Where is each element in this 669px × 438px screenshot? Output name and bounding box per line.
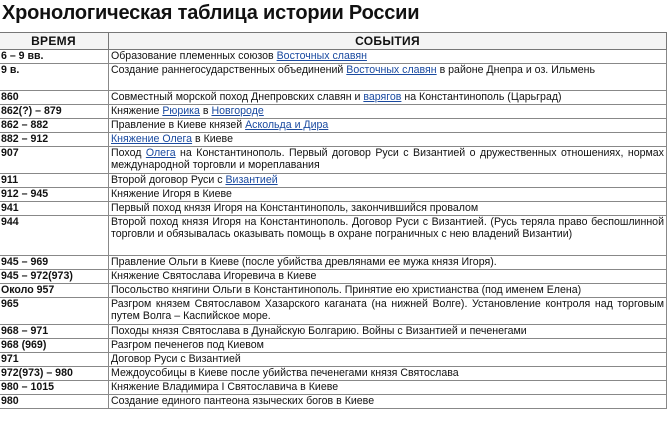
table-row xyxy=(0,147,667,174)
event-text: Правление Ольги в Киеве (после убийства древлянами ее мужа князя Игоря). xyxy=(111,256,497,268)
row-date: 945 – 972(973) xyxy=(0,270,109,284)
row-event xyxy=(109,339,667,353)
event-text: в xyxy=(199,105,212,117)
table-row xyxy=(0,133,667,147)
event-link[interactable]: варягов xyxy=(363,91,402,103)
event-text: Разгром князем Святославом Хазарского каганата (на нижней Волге). Установление контроля над торговым путем Волга – Каспийское море. xyxy=(111,298,664,322)
table-header-row xyxy=(0,33,667,50)
event-text: Образование племенных союзов xyxy=(111,50,277,62)
row-event xyxy=(109,105,667,119)
row-date: 912 – 945 xyxy=(0,188,109,202)
row-event xyxy=(109,284,667,298)
table-row xyxy=(0,105,667,119)
event-text: в районе Днепра и оз. Ильмень xyxy=(436,64,596,76)
row-date: 6 – 9 вв. xyxy=(0,50,109,64)
event-link[interactable]: Византией xyxy=(225,174,278,186)
row-date: 941 xyxy=(0,202,109,216)
event-link[interactable]: Аскольда и Дира xyxy=(245,119,329,131)
row-event xyxy=(109,353,667,367)
event-text: на Константинополь (Царьград) xyxy=(401,91,562,103)
table-row xyxy=(0,367,667,381)
table-row xyxy=(0,256,667,270)
table-row xyxy=(0,91,667,105)
row-event xyxy=(109,202,667,216)
row-event xyxy=(109,91,667,105)
column-header-events: СОБЫТИЯ xyxy=(109,33,667,50)
row-date: 968 – 971 xyxy=(0,325,109,339)
table-row xyxy=(0,64,667,91)
event-text: Создание раннегосударственных объединений xyxy=(111,64,347,76)
table-row xyxy=(0,325,667,339)
row-date: 862 – 882 xyxy=(0,119,109,133)
row-date: 944 xyxy=(0,216,109,256)
event-text: Правление в Киеве князей xyxy=(111,119,246,131)
event-text: Первый поход князя Игоря на Константинополь, закончившийся провалом xyxy=(111,202,479,214)
event-text: Поход xyxy=(111,147,146,159)
chronology-table xyxy=(0,32,667,409)
event-text: Походы князя Святослава в Дунайскую Болгарию. Войны с Византией и печенегами xyxy=(111,325,527,337)
row-event xyxy=(109,381,667,395)
table-row xyxy=(0,381,667,395)
event-text: Создание единого пантеона языческих богов в Киеве xyxy=(111,395,375,407)
event-text: на Константинополь. Первый договор Руси с Византией о дружественных отношениях, нормах международной торговли и мореплавания xyxy=(111,147,664,171)
row-event xyxy=(109,147,667,174)
row-date: 9 в. xyxy=(0,64,109,91)
table-row xyxy=(0,298,667,325)
table-row xyxy=(0,202,667,216)
row-event xyxy=(109,325,667,339)
row-date: 971 xyxy=(0,353,109,367)
row-date: 980 – 1015 xyxy=(0,381,109,395)
table-row xyxy=(0,188,667,202)
table-row xyxy=(0,353,667,367)
row-event xyxy=(109,133,667,147)
event-text: Совместный морской поход Днепровских славян и xyxy=(111,91,364,103)
column-header-time: ВРЕМЯ xyxy=(0,33,109,50)
event-text: Княжение Святослава Игоревича в Киеве xyxy=(111,270,317,282)
event-text: Междоусобицы в Киеве после убийства печенегами князя Святослава xyxy=(111,367,459,379)
row-date: 972(973) – 980 xyxy=(0,367,109,381)
table-row xyxy=(0,119,667,133)
table-row xyxy=(0,395,667,409)
table-row xyxy=(0,339,667,353)
row-date: 882 – 912 xyxy=(0,133,109,147)
table-row xyxy=(0,174,667,188)
table-row xyxy=(0,284,667,298)
event-text: Договор Руси с Византией xyxy=(111,353,241,365)
row-date: 907 xyxy=(0,147,109,174)
row-date: 945 – 969 xyxy=(0,256,109,270)
row-date: 965 xyxy=(0,298,109,325)
event-link[interactable]: Новгороде xyxy=(211,105,264,117)
row-date: 860 xyxy=(0,91,109,105)
row-event xyxy=(109,119,667,133)
row-event xyxy=(109,64,667,91)
event-text: Княжение Владимира I Святославича в Киеве xyxy=(111,381,339,393)
event-text: Разгром печенегов под Киевом xyxy=(111,339,264,351)
row-date: 911 xyxy=(0,174,109,188)
row-event xyxy=(109,188,667,202)
row-event xyxy=(109,395,667,409)
event-link[interactable]: Княжение Олега xyxy=(111,133,193,145)
event-link[interactable]: Восточных славян xyxy=(276,50,367,62)
table-row xyxy=(0,216,667,256)
row-event xyxy=(109,256,667,270)
event-text: Княжение xyxy=(111,105,163,117)
row-date: 968 (969) xyxy=(0,339,109,353)
table-row xyxy=(0,50,667,64)
event-text: Второй поход князя Игоря на Константинополь. Договор Руси с Византией. (Русь теряла право беспошлинной торговли и обязывалась оказывать помощь в охране пограничных с нею владений Византии) xyxy=(111,216,664,240)
event-text: в Киеве xyxy=(192,133,233,145)
page-title: Хронологическая таблица истории России xyxy=(2,2,420,24)
row-event xyxy=(109,50,667,64)
row-date: 980 xyxy=(0,395,109,409)
row-event xyxy=(109,367,667,381)
row-event xyxy=(109,216,667,256)
event-text: Княжение Игоря в Киеве xyxy=(111,188,232,200)
event-link[interactable]: Восточных славян xyxy=(346,64,437,76)
event-link[interactable]: Олега xyxy=(145,147,176,159)
event-link[interactable]: Рюрика xyxy=(162,105,200,117)
event-text: Посольство княгини Ольги в Константинополь. Принятие ею христианства (под именем Елена) xyxy=(111,284,582,296)
row-event xyxy=(109,270,667,284)
table-row xyxy=(0,270,667,284)
row-date: Около 957 xyxy=(0,284,109,298)
event-text: Второй договор Руси с xyxy=(111,174,226,186)
row-event xyxy=(109,174,667,188)
table-body xyxy=(0,50,667,409)
row-date: 862(?) – 879 xyxy=(0,105,109,119)
row-event xyxy=(109,298,667,325)
